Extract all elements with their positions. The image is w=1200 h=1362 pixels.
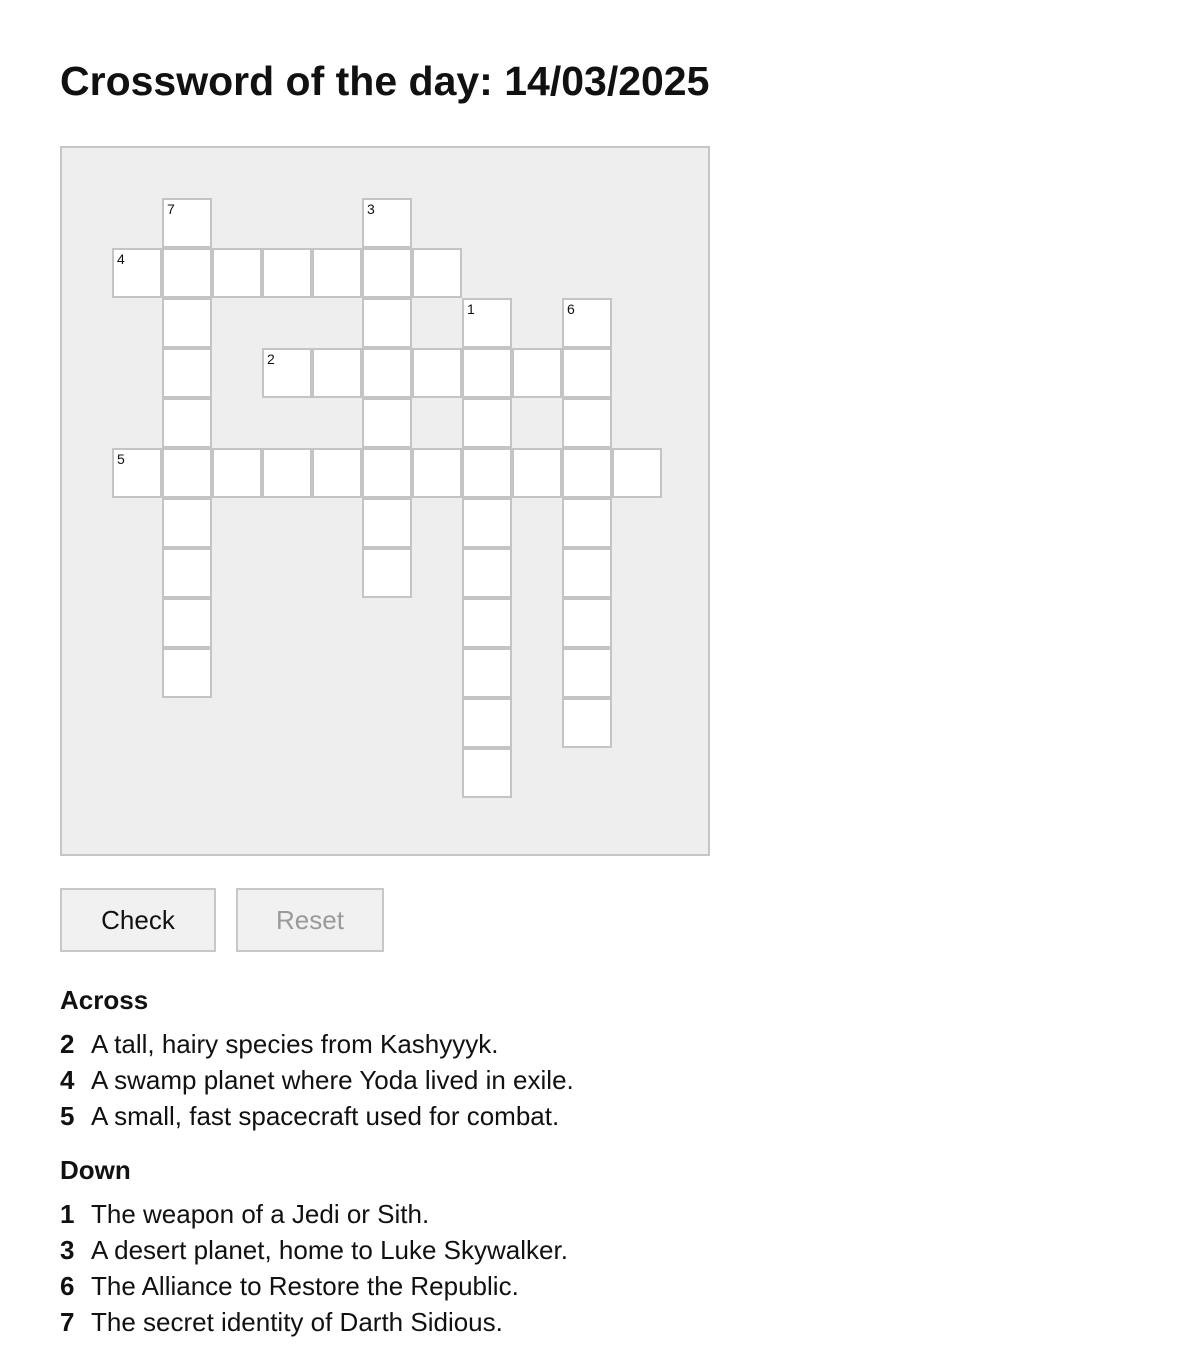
across-clue-list bbox=[60, 1026, 760, 1134]
letter-input[interactable] bbox=[364, 400, 410, 446]
grid-cell[interactable] bbox=[162, 298, 212, 348]
letter-input[interactable] bbox=[364, 200, 410, 246]
grid-cell[interactable] bbox=[562, 498, 612, 548]
grid-cell[interactable] bbox=[162, 198, 212, 248]
grid-cell[interactable] bbox=[512, 348, 562, 398]
letter-input[interactable] bbox=[314, 450, 360, 496]
letter-input[interactable] bbox=[564, 400, 610, 446]
grid-cell[interactable] bbox=[462, 598, 512, 648]
grid-cell[interactable] bbox=[412, 248, 462, 298]
clue-item bbox=[60, 1196, 760, 1232]
clue-item bbox=[60, 1026, 760, 1062]
clue-number: 7 bbox=[60, 1307, 75, 1337]
clue-number-label: 7 bbox=[167, 201, 175, 217]
grid-cell[interactable] bbox=[362, 498, 412, 548]
letter-input[interactable] bbox=[364, 250, 410, 296]
check-button[interactable]: Check bbox=[60, 888, 216, 952]
letter-input[interactable] bbox=[364, 550, 410, 596]
grid-cell[interactable] bbox=[562, 648, 612, 698]
grid-cell[interactable] bbox=[562, 598, 612, 648]
grid-cell[interactable] bbox=[362, 448, 412, 498]
clue-number: 3 bbox=[60, 1235, 75, 1265]
clue-item bbox=[60, 1304, 760, 1340]
grid-cell[interactable] bbox=[562, 448, 612, 498]
grid-cell[interactable] bbox=[112, 248, 162, 298]
grid-cell[interactable] bbox=[362, 398, 412, 448]
reset-button[interactable]: Reset bbox=[236, 888, 384, 952]
grid-cell[interactable] bbox=[312, 448, 362, 498]
grid-cell[interactable] bbox=[162, 598, 212, 648]
clue-number: 1 bbox=[60, 1199, 75, 1229]
grid-cell[interactable] bbox=[562, 298, 612, 348]
grid-cell[interactable] bbox=[562, 698, 612, 748]
letter-input[interactable] bbox=[464, 300, 510, 346]
letter-input[interactable] bbox=[164, 500, 210, 546]
clue-number: 6 bbox=[60, 1271, 75, 1301]
clue-number-label: 2 bbox=[267, 351, 275, 367]
grid-cell[interactable] bbox=[462, 648, 512, 698]
clue-item bbox=[60, 1232, 760, 1268]
grid-cell[interactable] bbox=[262, 448, 312, 498]
letter-input[interactable] bbox=[164, 650, 210, 696]
grid-cell[interactable] bbox=[312, 248, 362, 298]
letter-input[interactable] bbox=[564, 700, 610, 746]
clue-text: A swamp planet where Yoda lived in exile. bbox=[91, 1065, 574, 1095]
letter-input[interactable] bbox=[314, 350, 360, 396]
letter-input[interactable] bbox=[564, 600, 610, 646]
grid-cell[interactable] bbox=[162, 548, 212, 598]
grid-cell[interactable] bbox=[212, 248, 262, 298]
letter-input[interactable] bbox=[414, 450, 460, 496]
grid-cell[interactable] bbox=[462, 448, 512, 498]
letter-input[interactable] bbox=[164, 400, 210, 446]
grid-cell[interactable] bbox=[212, 448, 262, 498]
letter-input[interactable] bbox=[364, 450, 410, 496]
letter-input[interactable] bbox=[364, 300, 410, 346]
grid-cell[interactable] bbox=[462, 498, 512, 548]
clue-number-label: 5 bbox=[117, 451, 125, 467]
grid-cell[interactable] bbox=[462, 348, 512, 398]
clue-item bbox=[60, 1098, 760, 1134]
letter-input[interactable] bbox=[164, 350, 210, 396]
letter-input[interactable] bbox=[514, 350, 560, 396]
letter-input[interactable] bbox=[164, 600, 210, 646]
letter-input[interactable] bbox=[614, 450, 660, 496]
letter-input[interactable] bbox=[264, 250, 310, 296]
grid-cell[interactable] bbox=[162, 448, 212, 498]
across-clues bbox=[60, 982, 760, 1134]
clue-number: 5 bbox=[60, 1101, 75, 1131]
letter-input[interactable] bbox=[164, 300, 210, 346]
clue-number-label: 6 bbox=[567, 301, 575, 317]
letter-input[interactable] bbox=[164, 200, 210, 246]
grid-cell[interactable] bbox=[312, 348, 362, 398]
letter-input[interactable] bbox=[164, 250, 210, 296]
grid-cell[interactable] bbox=[562, 548, 612, 598]
clue-text: The secret identity of Darth Sidious. bbox=[91, 1307, 503, 1337]
grid-cell[interactable] bbox=[412, 348, 462, 398]
grid-cell[interactable] bbox=[462, 298, 512, 348]
grid-cell[interactable] bbox=[462, 398, 512, 448]
letter-input[interactable] bbox=[564, 300, 610, 346]
clue-item bbox=[60, 1062, 760, 1098]
grid-cell[interactable] bbox=[262, 348, 312, 398]
grid-cell[interactable] bbox=[412, 448, 462, 498]
letter-input[interactable] bbox=[514, 450, 560, 496]
letter-input[interactable] bbox=[264, 450, 310, 496]
grid-cell[interactable] bbox=[162, 398, 212, 448]
clue-item bbox=[60, 1268, 760, 1304]
grid-cell[interactable] bbox=[462, 548, 512, 598]
letter-input[interactable] bbox=[164, 550, 210, 596]
letter-input[interactable] bbox=[464, 550, 510, 596]
letter-input[interactable] bbox=[564, 500, 610, 546]
letter-input[interactable] bbox=[464, 350, 510, 396]
grid-cell[interactable] bbox=[362, 548, 412, 598]
grid-cell[interactable] bbox=[162, 648, 212, 698]
down-heading: Down bbox=[60, 1155, 131, 1185]
grid-cell[interactable] bbox=[562, 398, 612, 448]
across-heading: Across bbox=[60, 985, 149, 1015]
letter-input[interactable] bbox=[364, 500, 410, 546]
letter-input[interactable] bbox=[364, 350, 410, 396]
clue-number-label: 3 bbox=[367, 201, 375, 217]
letter-input[interactable] bbox=[464, 600, 510, 646]
grid-cell[interactable] bbox=[362, 298, 412, 348]
grid-cell[interactable] bbox=[262, 248, 312, 298]
page-title: Crossword of the day: 14/03/2025 bbox=[60, 58, 710, 104]
letter-input[interactable] bbox=[464, 500, 510, 546]
clue-text: The Alliance to Restore the Republic. bbox=[91, 1271, 519, 1301]
letter-input[interactable] bbox=[414, 350, 460, 396]
letter-input[interactable] bbox=[114, 450, 160, 496]
grid-cell[interactable] bbox=[562, 348, 612, 398]
grid-cell[interactable] bbox=[512, 448, 562, 498]
letter-input[interactable] bbox=[214, 450, 260, 496]
letter-input[interactable] bbox=[264, 350, 310, 396]
clue-number: 2 bbox=[60, 1029, 75, 1059]
letter-input[interactable] bbox=[464, 400, 510, 446]
letter-input[interactable] bbox=[414, 250, 460, 296]
down-clue-list bbox=[60, 1196, 760, 1340]
clue-text: A desert planet, home to Luke Skywalker. bbox=[91, 1235, 568, 1265]
grid-cell[interactable] bbox=[162, 348, 212, 398]
letter-input[interactable] bbox=[564, 550, 610, 596]
clue-text: A tall, hairy species from Kashyyyk. bbox=[91, 1029, 499, 1059]
letter-input[interactable] bbox=[564, 450, 610, 496]
grid-cell[interactable] bbox=[112, 448, 162, 498]
letter-input[interactable] bbox=[464, 750, 510, 796]
letter-input[interactable] bbox=[564, 350, 610, 396]
grid-cell[interactable] bbox=[162, 498, 212, 548]
clue-number-label: 4 bbox=[117, 251, 125, 267]
letter-input[interactable] bbox=[214, 250, 260, 296]
clue-text: The weapon of a Jedi or Sith. bbox=[91, 1199, 430, 1229]
down-clues bbox=[60, 1152, 760, 1340]
letter-input[interactable] bbox=[464, 650, 510, 696]
letter-input[interactable] bbox=[464, 700, 510, 746]
grid-cell[interactable] bbox=[462, 748, 512, 798]
letter-input[interactable] bbox=[464, 450, 510, 496]
grid-cell[interactable] bbox=[462, 698, 512, 748]
clue-number-label: 1 bbox=[467, 301, 475, 317]
grid-cell[interactable] bbox=[362, 198, 412, 248]
grid-cell[interactable] bbox=[162, 248, 212, 298]
clue-text: A small, fast spacecraft used for combat. bbox=[91, 1101, 560, 1131]
letter-input[interactable] bbox=[164, 450, 210, 496]
crossword-grid bbox=[60, 146, 710, 856]
grid-cell[interactable] bbox=[362, 348, 412, 398]
letter-input[interactable] bbox=[114, 250, 160, 296]
letter-input[interactable] bbox=[314, 250, 360, 296]
letter-input[interactable] bbox=[564, 650, 610, 696]
clue-number: 4 bbox=[60, 1065, 75, 1095]
grid-cell[interactable] bbox=[362, 248, 412, 298]
grid-cell[interactable] bbox=[612, 448, 662, 498]
